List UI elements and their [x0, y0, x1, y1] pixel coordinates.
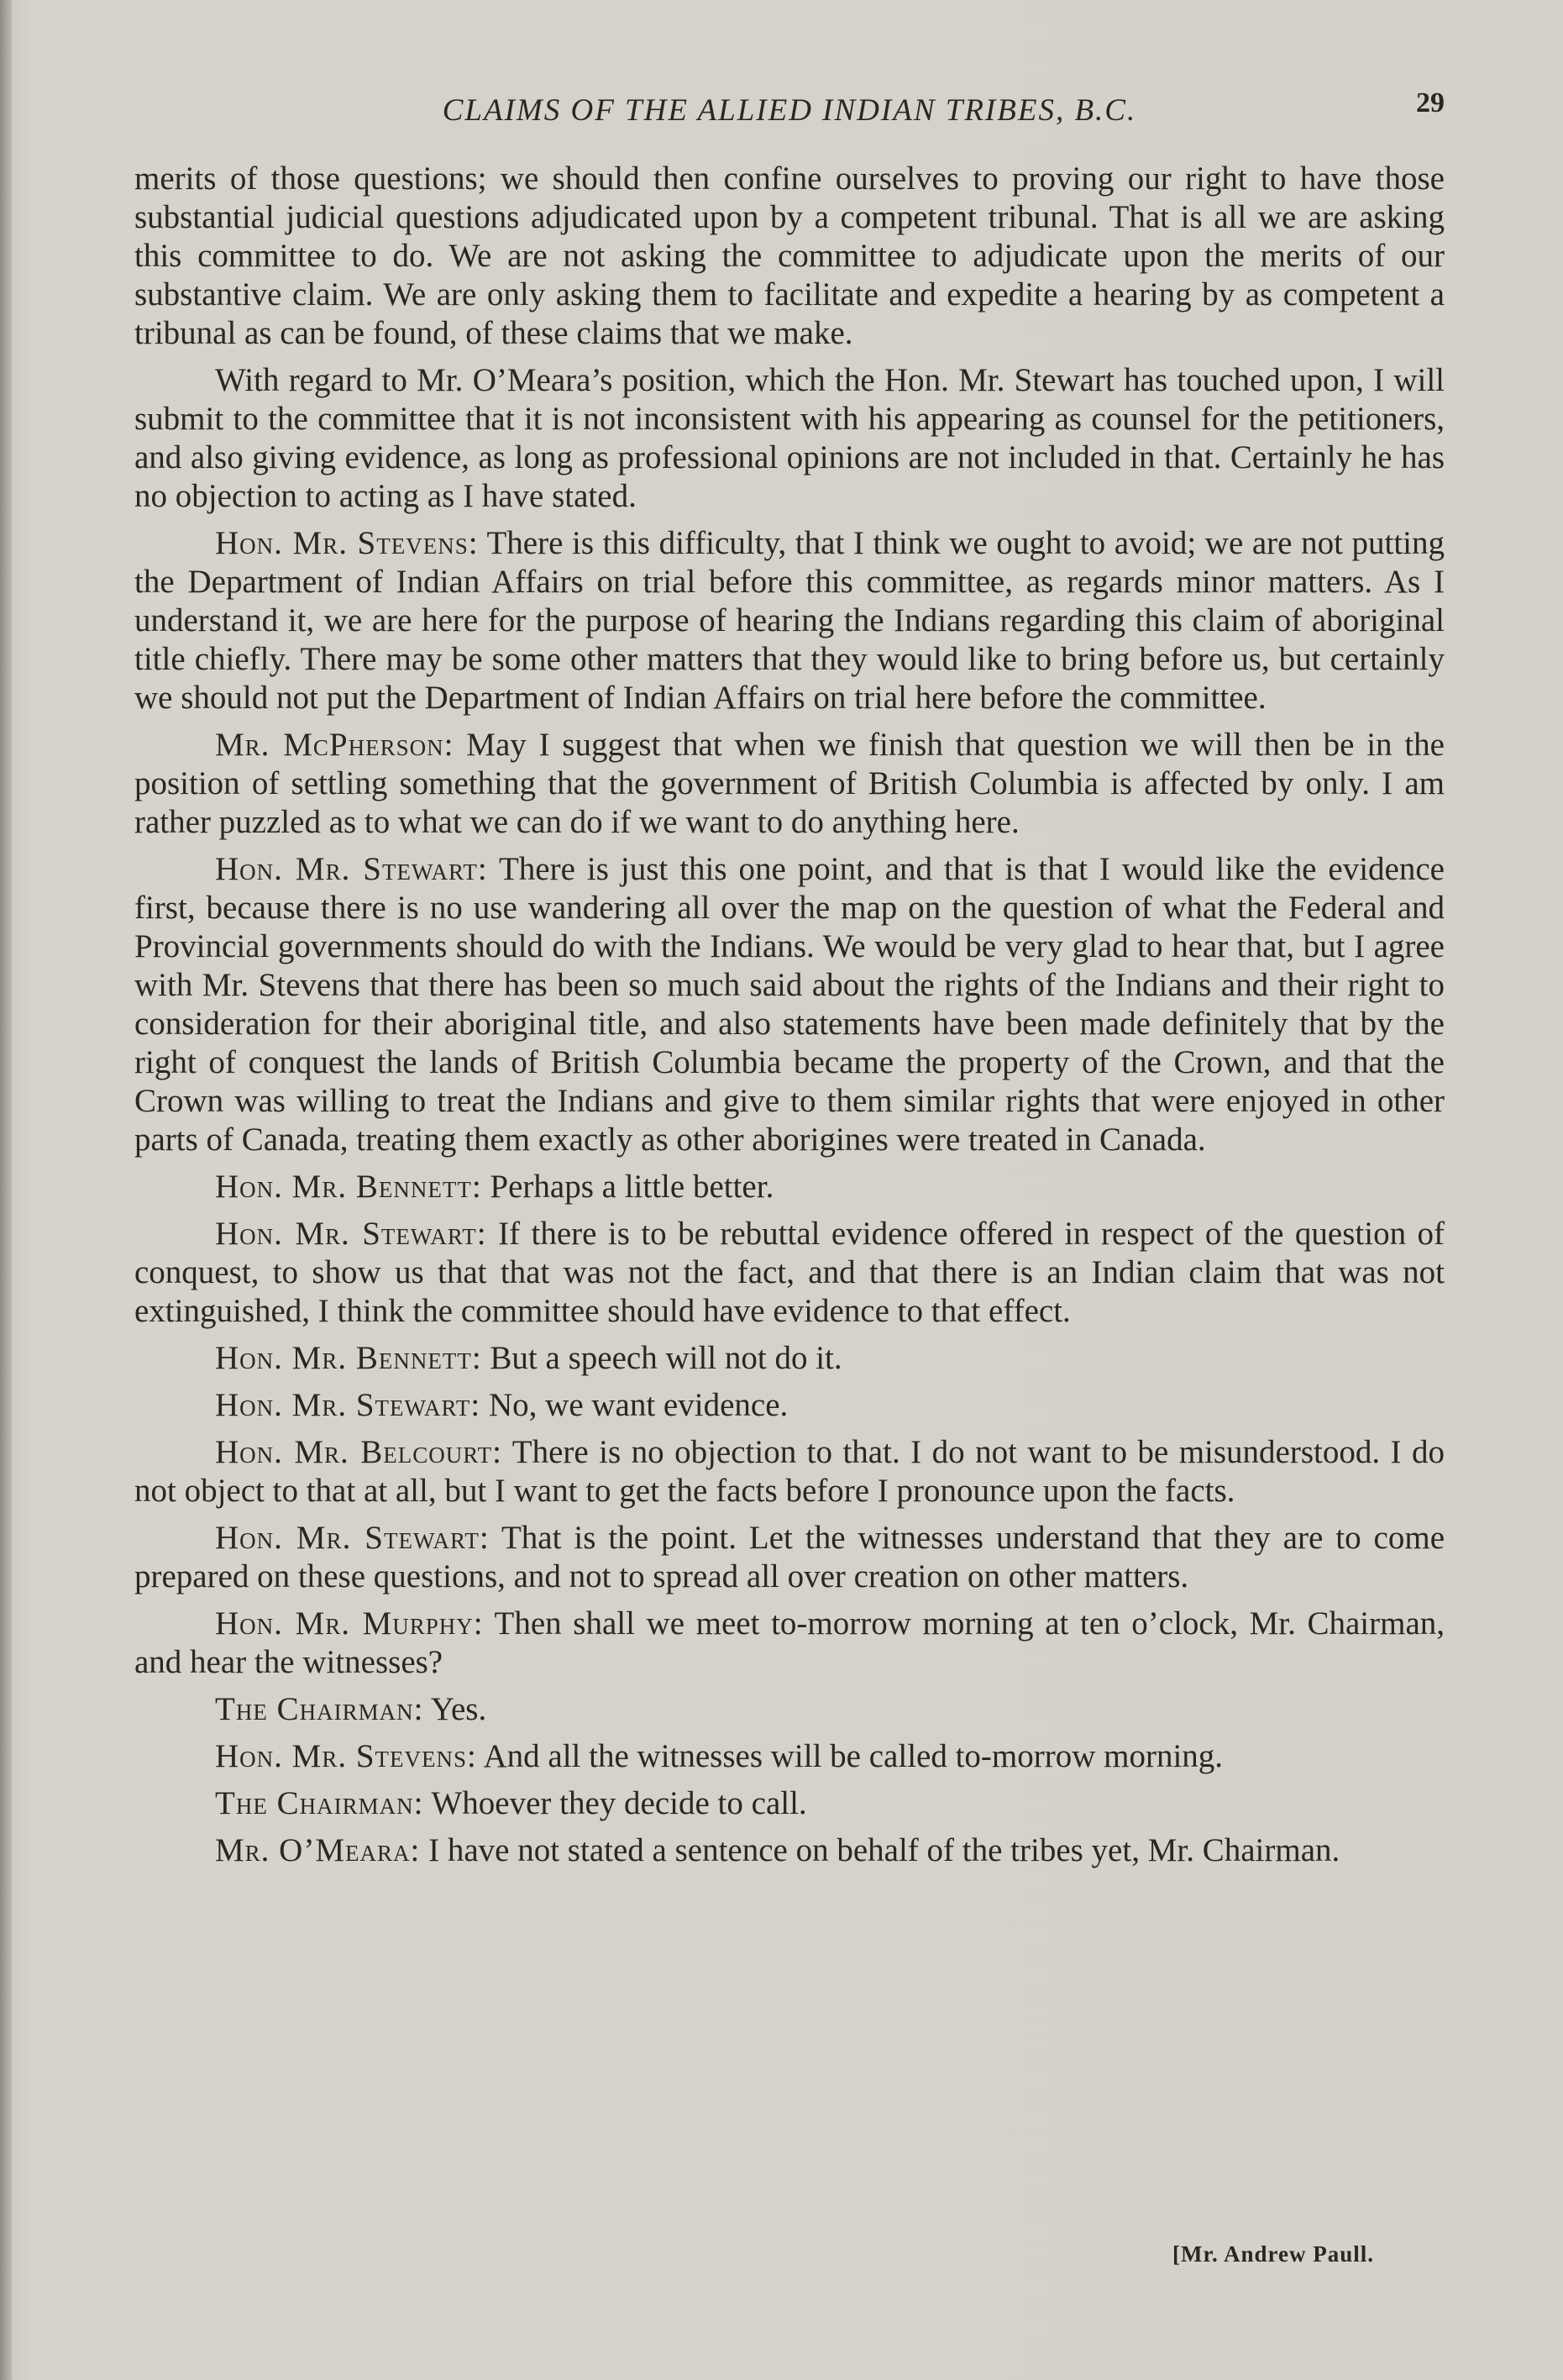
paragraph — [134, 1519, 1445, 1596]
paragraph-text: No, we want evidence. — [488, 1387, 789, 1423]
paragraph — [134, 1215, 1445, 1331]
paragraph — [134, 1386, 1445, 1425]
speaker-name: Hon. Mr. Stevens: — [215, 1738, 477, 1774]
paragraph-text: And all the witnesses will be called to-morrow morning. — [483, 1738, 1224, 1774]
speaker-name: Hon. Mr. Belcourt: — [215, 1434, 502, 1470]
paragraph — [134, 1168, 1445, 1206]
paragraph — [134, 361, 1445, 516]
speaker-name: Hon. Mr. Stewart: — [215, 1387, 481, 1423]
speaker-name: Hon. Mr. Murphy: — [215, 1605, 484, 1642]
paragraph-text: I have not stated a sentence on behalf of the tribes yet, Mr. Chairman. — [428, 1832, 1340, 1868]
paragraph-text: Yes. — [430, 1691, 487, 1727]
paragraph — [134, 160, 1445, 353]
page-header — [134, 87, 1445, 138]
paragraph — [134, 1433, 1445, 1510]
running-title: CLAIMS OF THE ALLIED INDIAN TRIBES, B.C. — [442, 93, 1137, 128]
paragraph — [134, 1784, 1445, 1823]
paragraph — [134, 1605, 1445, 1682]
speaker-name: Mr. McPherson: — [215, 727, 454, 763]
paragraph-text: That is the point. Let the witnesses understand that they are to come prepared on these questions, and not to spread all over creation on other matters. — [134, 1520, 1445, 1595]
paragraph-text: Perhaps a little better. — [490, 1169, 774, 1205]
page-number: 29 — [1416, 87, 1445, 118]
body-text — [134, 160, 1445, 1878]
paragraph — [134, 726, 1445, 842]
speaker-name: Hon. Mr. Bennett: — [215, 1340, 482, 1376]
paragraph-text: May I suggest that when we finish that question we will then be in the position of settling something that the government of British Columbia is affected by only. I am rather puzzled as to what we can do if we want to do anything here. — [134, 727, 1445, 840]
speaker-name: Hon. Mr. Stewart: — [215, 1520, 490, 1556]
paragraph — [134, 1737, 1445, 1776]
paragraph-text: Then shall we meet to-morrow morning at ten o’clock, Mr. Chairman, and hear the witnesses? — [134, 1605, 1445, 1680]
speaker-name: The Chairman: — [215, 1785, 424, 1821]
paragraph — [134, 1831, 1445, 1870]
paragraph-text: merits of those questions; we should then confine ourselves to proving our right to have those substantial judicial questions adjudicated upon by a competent tribunal. That is all we are asking this committee to do. We are not asking the committee to adjudicate upon the merits of our substantive claim. We are only asking them to facilitate and expedite a hearing by as competent a tribunal as can be found, of these claims that we make. — [134, 160, 1445, 351]
paragraph-text: There is this difficulty, that I think we ought to avoid; we are not putting the Department of Indian Affairs on trial before this committee, as regards minor matters. As I understand it, we are here for the purpose of hearing the Indians regarding this claim of aboriginal title chiefly. There may be some other matters that they would like to bring before us, but certainly we should not put the Department of Indian Affairs on trial here before the committee. — [134, 525, 1445, 716]
paragraph-text: But a speech will not do it. — [490, 1340, 842, 1376]
catchword: [Mr. Andrew Paull. — [1172, 2241, 1374, 2267]
speaker-name: Hon. Mr. Stewart: — [215, 851, 488, 887]
book-spine-shadow — [0, 0, 12, 2380]
paragraph — [134, 850, 1445, 1159]
speaker-name: Mr. O’Meara: — [215, 1832, 421, 1868]
paragraph — [134, 524, 1445, 717]
paragraph-text: Whoever they decide to call. — [431, 1785, 807, 1821]
paragraph — [134, 1339, 1445, 1378]
speaker-name: Hon. Mr. Stevens: — [215, 525, 479, 561]
speaker-name: Hon. Mr. Bennett: — [215, 1169, 482, 1205]
paragraph-text: There is no objection to that. I do not want to be misunderstood. I do not object to that at all, but I want to get the facts before I pronounce upon the facts. — [134, 1434, 1445, 1509]
speaker-name: Hon. Mr. Stewart: — [215, 1216, 487, 1252]
paragraph-text: If there is to be rebuttal evidence offered in respect of the question of conquest, to show us that that was not the fact, and that there is an Indian claim that was not extinguished, I think the committee should have evidence to that effect. — [134, 1216, 1445, 1329]
paragraph — [134, 1690, 1445, 1729]
paragraph-text: There is just this one point, and that is that I would like the evidence first, because there is no use wandering all over the map on the question of what the Federal and Provincial governments should do with the Indians. We would be very glad to hear that, but I agree with Mr. Stevens that there has been so much said about the rights of the Indians and their right to consideration for their aboriginal title, and also statements have been made definitely that by the right of conquest the lands of British Columbia became the property of the Crown, and that the Crown was willing to treat the Indians and give to them similar rights that were enjoyed in other parts of Canada, treating them exactly as other aborigines were treated in Canada. — [134, 851, 1445, 1158]
speaker-name: The Chairman: — [215, 1691, 424, 1727]
paragraph-text: With regard to Mr. O’Meara’s position, which the Hon. Mr. Stewart has touched upon, I will submit to the committee that it is not inconsistent with his appearing as counsel for the petitioners, and also giving evidence, as long as professional opinions are not included in that. Certainly he has no objection to acting as I have stated. — [134, 362, 1445, 514]
